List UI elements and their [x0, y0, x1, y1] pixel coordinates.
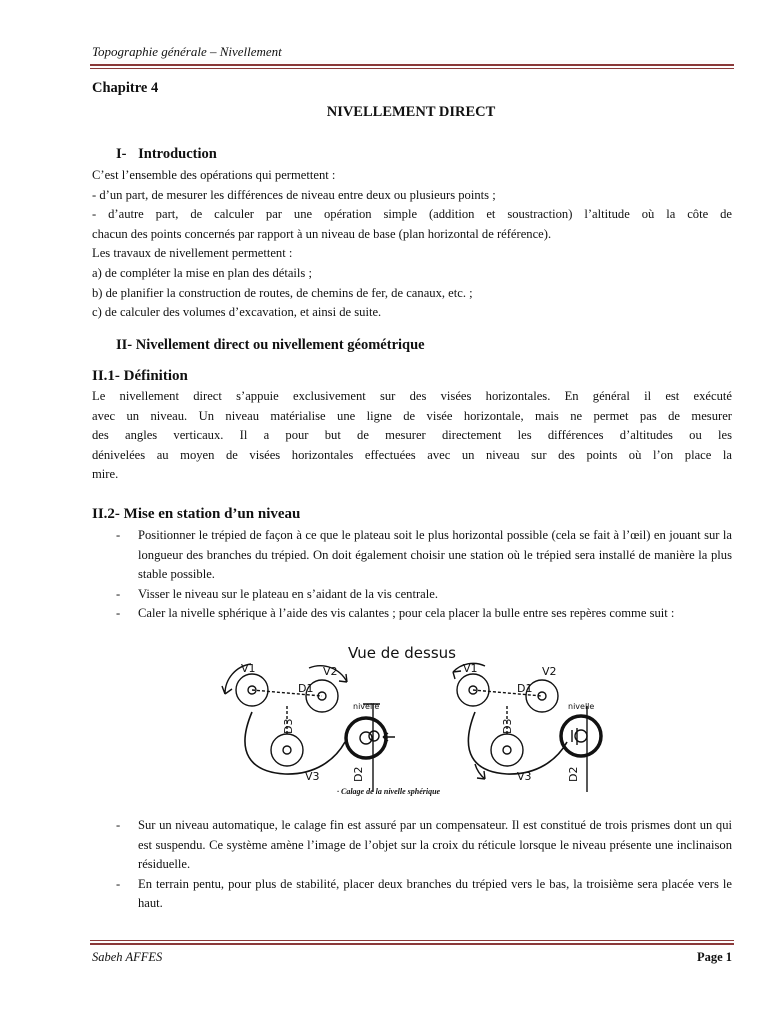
bullet-text: Positionner le trépied de façon à ce que le plateau soit le plus horizontal possible (cela se fait à l’œil) en jouant sur la longueur des branches du trépied. On doit également choisir une station où le trépied sera installé de manière la plus stable possible.: [138, 528, 732, 582]
intro-heading-number: I-: [116, 146, 127, 162]
text-line: - d’un part, de mesurer les différences de niveau entre deux ou plusieurs points ;: [92, 187, 496, 202]
intro-heading-text: Introduction: [138, 146, 217, 162]
right-diagram-labels: [463, 662, 594, 783]
text-line: C’est l’ensemble des opérations qui permettent :: [92, 168, 336, 182]
list-item: [92, 585, 732, 605]
text-line: Le nivellement direct s’appuie exclusivement sur des visées horizontales. En général il est exécuté: [92, 389, 732, 403]
header-rule: [90, 64, 734, 66]
chapter-label: Chapitre 4: [92, 80, 159, 96]
label-v1: V1: [463, 662, 478, 675]
section2-heading: II- Nivellement direct ou nivellement géométrique: [116, 337, 425, 353]
bullet-dash: -: [116, 876, 121, 891]
label-nivelle: nivelle: [568, 702, 595, 711]
list-item: [92, 526, 732, 585]
leveling-screws-figure: [205, 642, 635, 802]
page-number: Page 1: [696, 950, 732, 964]
label-d1: D1: [298, 682, 314, 695]
left-diagram-labels: [241, 662, 379, 783]
footer-rule-thin: [90, 940, 734, 941]
label-d1: D1: [517, 682, 533, 695]
label-d2: D2: [567, 766, 580, 782]
label-v3: V3: [517, 770, 532, 783]
label-v2: V2: [323, 665, 338, 678]
bullet-text: En terrain pentu, pour plus de stabilité, placer deux branches du trépied vers le bas, la troisième sera placée vers le haut.: [138, 876, 732, 911]
label-v1: V1: [241, 662, 256, 675]
bullet-text: Caler la nivelle sphérique à l’aide des vis calantes ; pour cela placer la bulle entre ses repères comme suit :: [138, 606, 675, 621]
header-rule-thin: [90, 68, 734, 69]
text-line: mire.: [92, 467, 119, 482]
bullet-dash: -: [116, 586, 121, 601]
intro-paragraph: [92, 166, 732, 323]
definition-paragraph: [92, 387, 732, 485]
list-item: [92, 816, 732, 875]
text-line: c) de calculer des volumes d’excavation, et ainsi de suite.: [92, 305, 382, 320]
running-header: Topographie générale – Nivellement: [92, 44, 282, 59]
station-heading: II.2- Mise en station d’un niveau: [92, 506, 301, 522]
text-line: chacun des points concernés par rapport à un niveau de base (plan horizontal de référence).: [92, 226, 552, 241]
definition-heading: II.1- Définition: [92, 368, 188, 384]
label-v2: V2: [542, 665, 557, 678]
footer-rule: [90, 943, 734, 945]
text-line: des angles verticaux. Il a pour but de mesurer directement les différences d’altitudes ou les: [92, 428, 732, 443]
page-title: NIVELLEMENT DIRECT: [326, 104, 496, 120]
bullet-text: Sur un niveau automatique, le calage fin est assuré par un compensateur. Il est constitué de trois prismes dont un qui est suspendu. Ce système amène l’image de l’objet sur la croix du réticule lorsque le niveau présente une inclinaison résiduelle.: [138, 818, 732, 872]
footer-author: Sabeh AFFES: [92, 950, 163, 964]
list-item: [92, 875, 732, 914]
intro-heading: [116, 146, 217, 163]
text-line: - d’autre part, de calculer par une opération simple (addition et soustraction) l’altitude où la côte de: [92, 207, 732, 222]
text-line: dénivelées au moyen de visées horizontales effectuées avec un niveau sur des points où l’on place la: [92, 447, 732, 462]
figure-title: Vue de dessus: [348, 644, 456, 662]
label-d3: D3: [282, 718, 295, 734]
label-d3: D3: [501, 718, 514, 734]
bullet-dash: -: [116, 606, 121, 621]
label-nivelle: nivelle: [353, 702, 380, 711]
bullet-dash: -: [116, 818, 121, 832]
bullet-text: Visser le niveau sur le plateau en s’aidant de la vis centrale.: [138, 586, 438, 601]
figure-caption: · Calage de la nivelle sphérique: [337, 787, 441, 796]
text-line: a) de compléter la mise en plan des détails ;: [92, 265, 312, 280]
text-line: Les travaux de nivellement permettent :: [92, 246, 293, 261]
label-v3: V3: [305, 770, 320, 783]
bullet-dash: -: [116, 528, 121, 542]
text-line: b) de planifier la construction de routes, de chemins de fer, de canaux, etc. ;: [92, 285, 473, 300]
list-item: [92, 604, 732, 624]
label-d2: D2: [352, 766, 365, 782]
station-bullet-list-continued: [92, 816, 732, 914]
text-line: avec un niveau. Un niveau matérialise une ligne de visée horizontale, mais ne permet pas de mesurer: [92, 408, 732, 423]
station-bullet-list: [92, 526, 732, 624]
